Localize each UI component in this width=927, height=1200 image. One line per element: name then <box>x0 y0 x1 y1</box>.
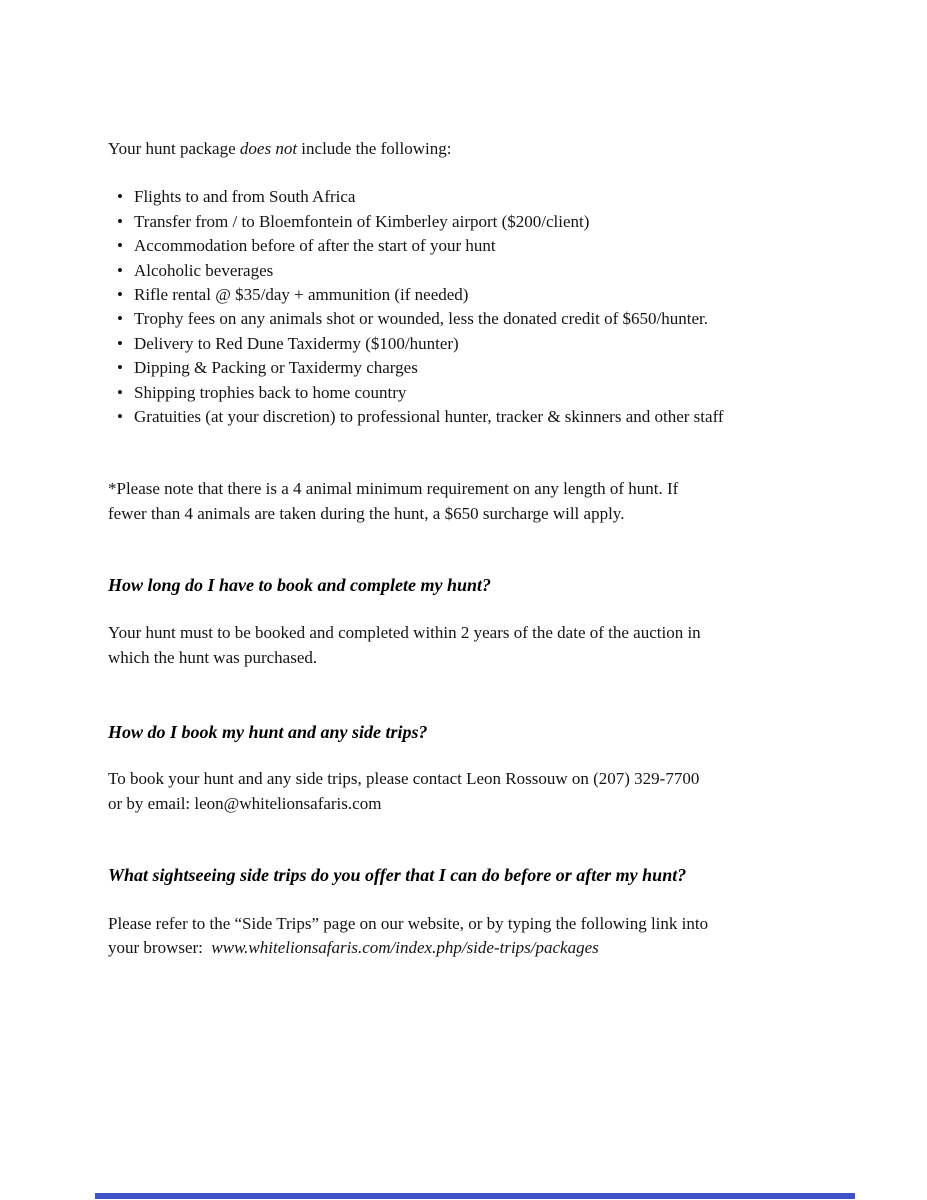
note-line: fewer than 4 animals are taken during the hunt, a $650 surcharge will apply. <box>108 503 625 523</box>
exclusion-item: • Rifle rental @ $35/day + ammunition (if needed) <box>117 283 888 307</box>
answer-line: Your hunt must to be booked and completed within 2 years of the date of the auction in <box>108 623 701 643</box>
faq-section-how-to-book <box>108 719 888 816</box>
answer-line: To book your hunt and any side trips, please contact Leon Rossouw on (207) 329-7700 <box>108 769 700 789</box>
document-content <box>108 137 888 961</box>
minimum-requirement-note <box>108 477 888 526</box>
exclusion-item: • Trophy fees on any animals shot or wounded, less the donated credit of $650/hunter. <box>117 307 888 331</box>
exclusion-item: • Accommodation before of after the start of your hunt <box>117 234 888 258</box>
exclusion-item: • Alcoholic beverages <box>117 259 888 283</box>
answer-line: Please refer to the “Side Trips” page on our website, or by typing the following link into <box>108 913 709 933</box>
faq-question-how-to-book: How do I book my hunt and any side trips? <box>108 722 428 743</box>
bottom-blue-bar <box>95 1193 855 1199</box>
faq-question-side-trips: What sightseeing side trips do you offer that I can do before or after my hunt? <box>108 864 687 885</box>
exclusion-item: • Transfer from / to Bloemfontein of Kimberley airport ($200/client) <box>117 210 888 234</box>
answer-line <box>108 936 888 960</box>
exclusion-item: • Dipping & Packing or Taxidermy charges <box>117 356 888 380</box>
exclusions-list <box>117 185 888 429</box>
answer-line: or by email: leon@whitelionsafaris.com <box>108 793 382 813</box>
intro-paragraph <box>108 137 888 161</box>
note-line: *Please note that there is a 4 animal minimum requirement on any length of hunt. If <box>108 479 679 499</box>
exclusion-item: • Delivery to Red Dune Taxidermy ($100/hunter) <box>117 332 888 356</box>
faq-answer-booking-window <box>108 621 888 670</box>
faq-section-side-trips <box>108 862 888 961</box>
exclusion-item: • Gratuities (at your discretion) to professional hunter, tracker & skinners and other staff <box>117 405 888 429</box>
exclusion-item: • Flights to and from South Africa <box>117 185 888 209</box>
intro-prefix: Your hunt package <box>108 139 240 158</box>
exclusion-item: • Shipping trophies back to home country <box>117 381 888 405</box>
intro-emphasis: does not <box>239 139 298 158</box>
faq-section-booking-window <box>108 572 888 670</box>
answer-line: which the hunt was purchased. <box>108 647 318 667</box>
side-trips-url: www.whitelionsafaris.com/index.php/side-trips/packages <box>211 938 599 958</box>
faq-question-booking-window: How long do I have to book and complete my hunt? <box>108 575 492 596</box>
faq-answer-side-trips <box>108 912 888 961</box>
faq-answer-how-to-book <box>108 767 888 816</box>
browser-prefix: your browser: <box>108 938 212 958</box>
intro-suffix: include the following: <box>297 139 452 158</box>
